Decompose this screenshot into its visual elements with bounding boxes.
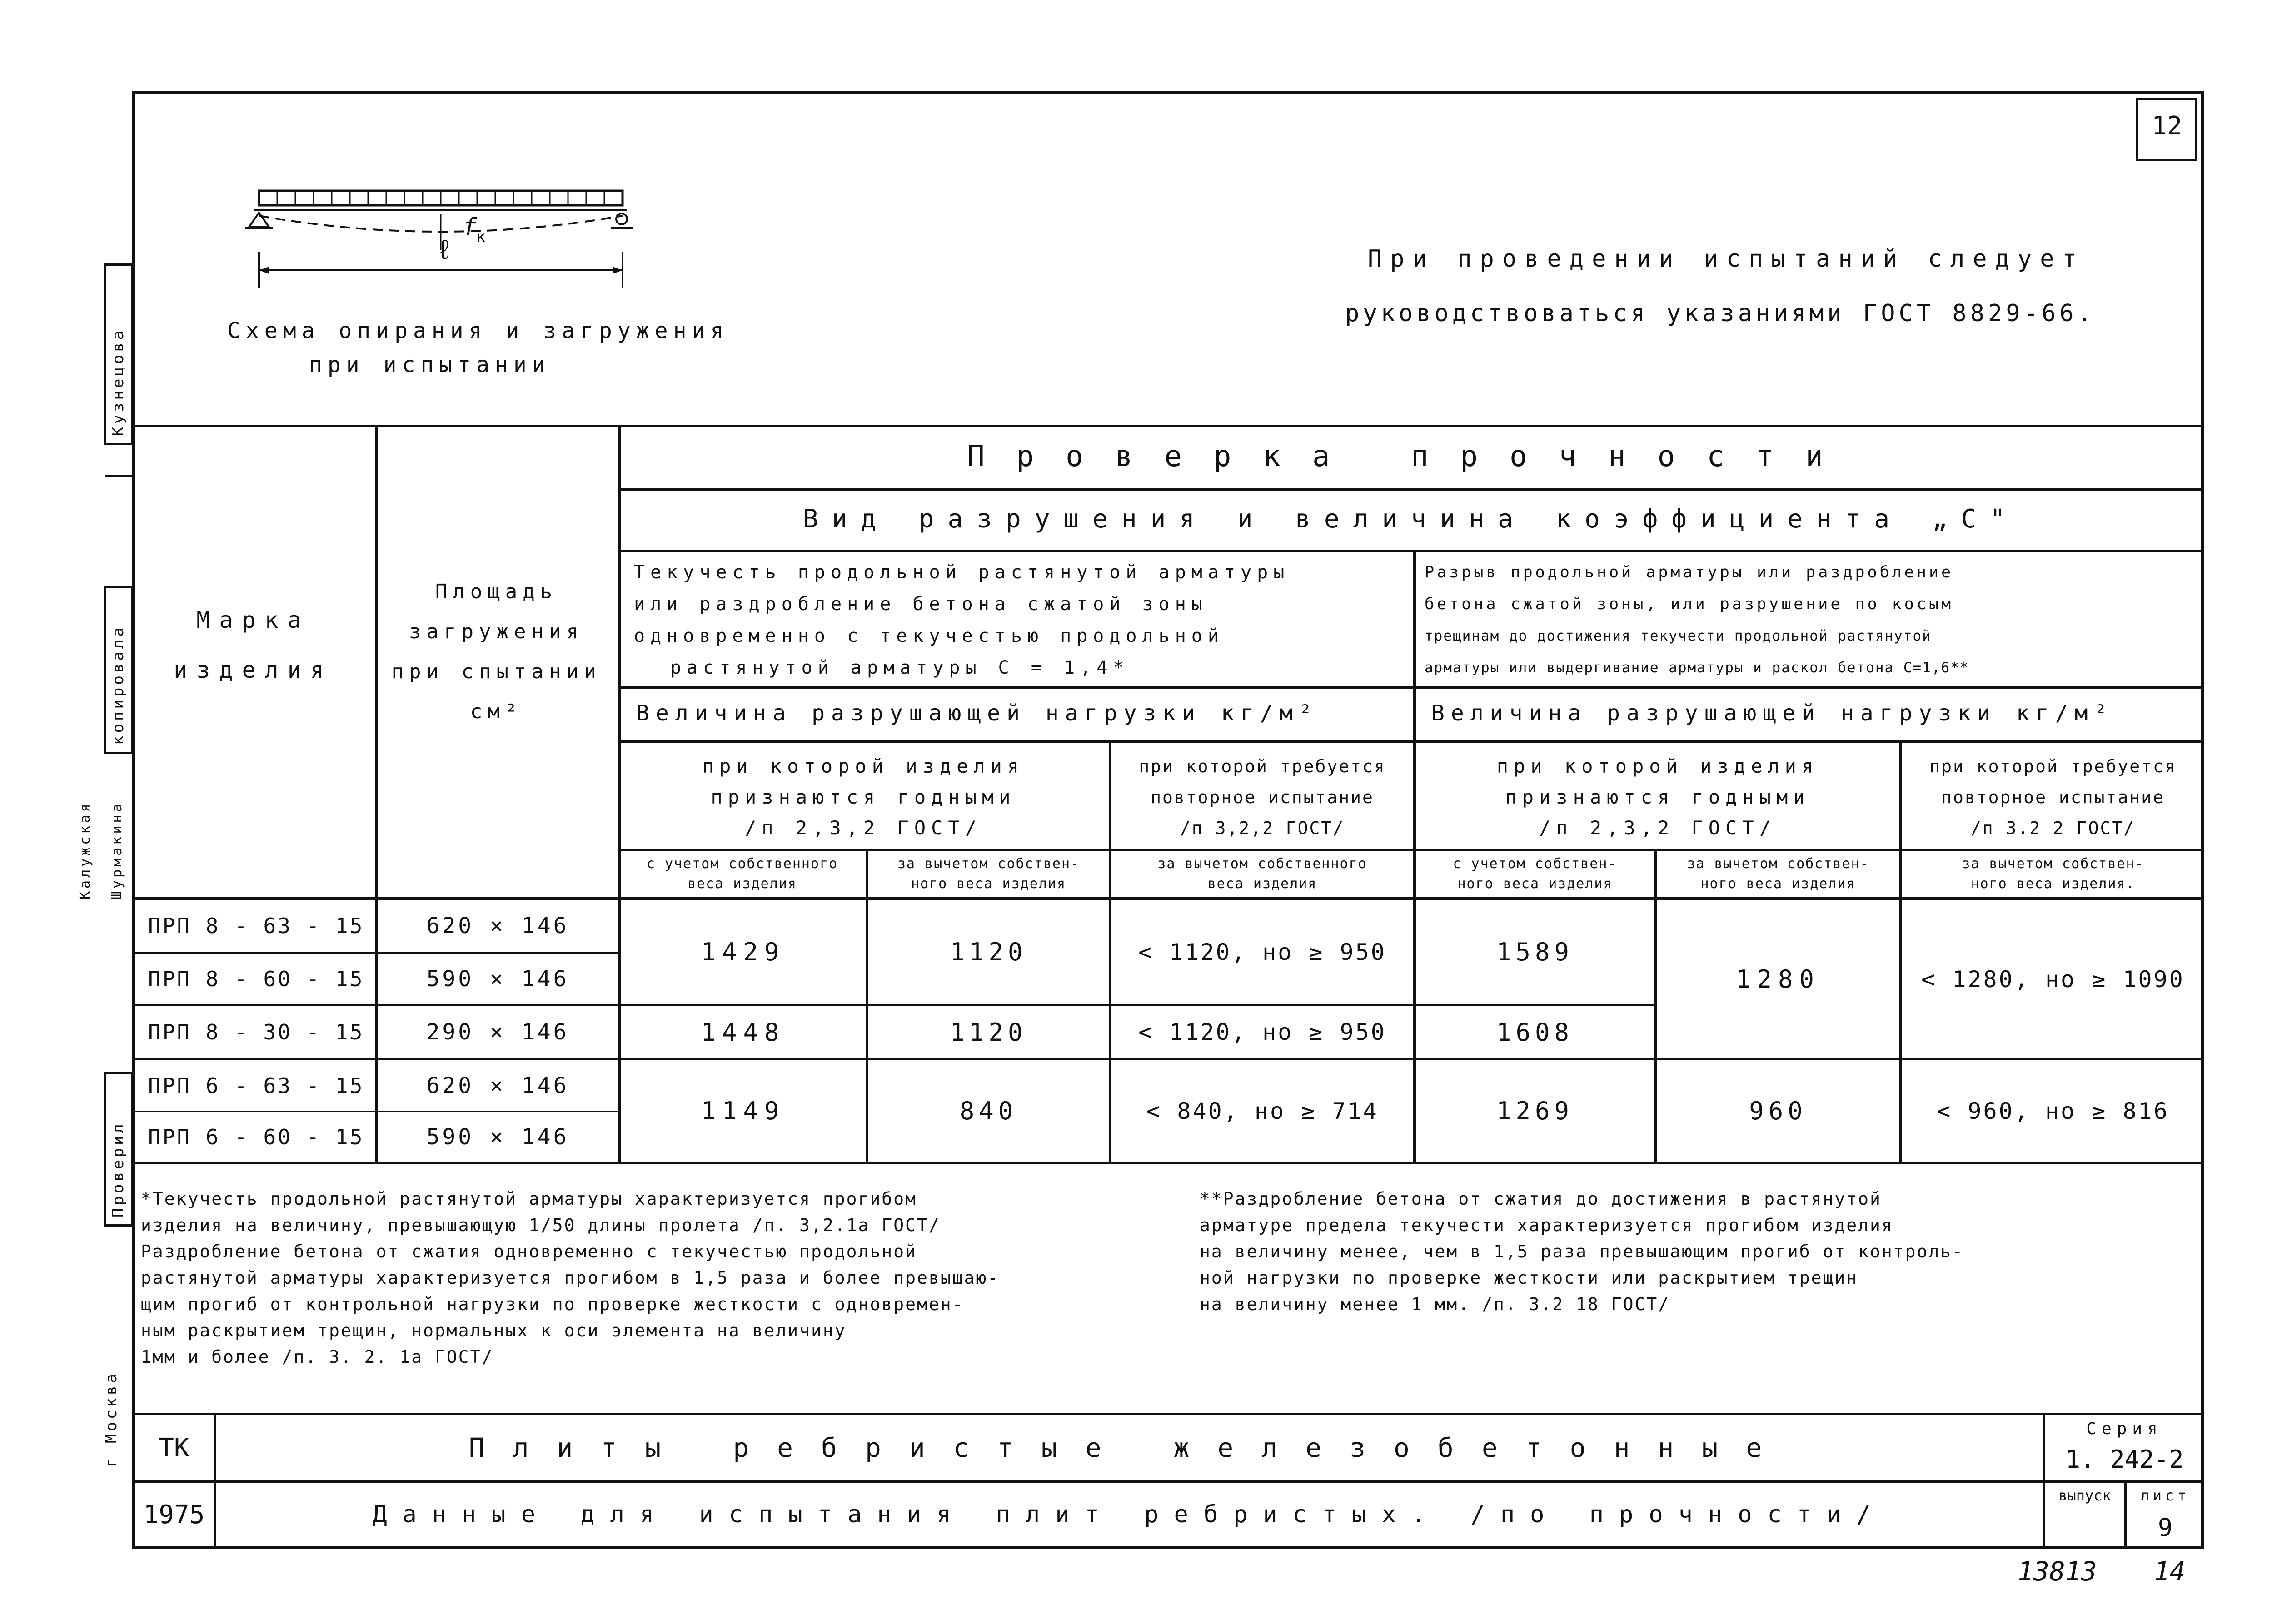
note-left: *Текучесть продольной растянутой арматуры характеризуется прогибом изделия на величину, превышающую 1/50 длины пролета /п. 3,2.1а ГОСТ/ Раздробление бетона от сжатия одновременно с текучестью продольной растянутой арматуры характеризуется прогибом в 1,5 раза и более превышаю- щим прогиб от контрольной нагрузки по проверке жесткости с одновремен- ным раскрытием трещин, нормальных к оси элемента на величину 1мм и более /п. 3. 2. 1а ГОСТ/ — [141, 1189, 1000, 1367]
pin-support-icon — [249, 213, 269, 227]
value-cell: 1280 — [1735, 965, 1821, 993]
sub-fit-b: при которой изделия признаются годными /п 2,3,2 ГОСТ/ — [1496, 755, 1819, 839]
titleblock-title: Плиты ребристые железобетонные — [468, 1432, 1790, 1463]
value-cell: 960 — [1749, 1097, 1807, 1125]
titleblock-subtitle: Данные для испытания плит ребристых. /по прочности/ — [373, 1501, 1886, 1528]
leaf-minus-weight-a: за вычетом собствен- ного веса изделия — [897, 856, 1080, 892]
header-strength-check: Проверка прочности — [967, 440, 1855, 473]
seria-label: Серия — [2086, 1419, 2163, 1438]
scheme-caption-2: при испытании — [309, 352, 551, 377]
value-cell: 1120 — [950, 938, 1027, 966]
value-cell: 1448 — [701, 1018, 786, 1047]
table-row-area: 620 × 146 — [426, 913, 569, 939]
deflection-subscript: к — [476, 228, 486, 246]
leaf-minus-weight-b: за вычетом собствен- ного веса изделия — [1687, 856, 1869, 892]
value-cell: 840 — [959, 1097, 1018, 1125]
archive-number: 13813 — [2018, 1556, 2097, 1587]
value-cell: 1149 — [701, 1097, 786, 1125]
side-label-proveril: Проверил — [109, 1121, 127, 1217]
sub-retest-a: при которой требуется повторное испытание /п 3,2,2 ГОСТ/ — [1139, 756, 1386, 838]
seria-value: 1. 242-2 — [2065, 1445, 2184, 1474]
side-label-kuznetsova: Кузнецова — [109, 328, 127, 436]
instruction-line-1: При проведении испытаний следует — [1368, 245, 2085, 273]
table-row-mark: ПРП 8 - 63 - 15 — [148, 914, 364, 938]
span-label: ℓ — [436, 234, 453, 266]
titleblock-tk: ТК — [159, 1433, 189, 1463]
header-failure-type: Вид разрушения и величина коэффициента „С" — [802, 504, 2019, 534]
side-label-kopirovala: копировала — [109, 625, 127, 745]
sub-fit-a: при которой изделия признаются годными /п 2,3,2 ГОСТ/ — [702, 755, 1025, 839]
table-row-mark: ПРП 6 - 60 - 15 — [148, 1125, 364, 1149]
value-cell: 1269 — [1496, 1097, 1574, 1125]
table-bottom-rule — [132, 1162, 2204, 1164]
value-cell: 1589 — [1496, 938, 1574, 966]
instruction-line-2: руководствоваться указаниями ГОСТ 8829-66. — [1345, 300, 2095, 327]
value-cell: < 1280, но ≥ 1090 — [1921, 966, 2185, 993]
list-label: лист — [2140, 1487, 2190, 1504]
leaf-with-weight-a: с учетом собственного веса изделия — [646, 856, 838, 892]
table-row-area: 290 × 146 — [426, 1019, 569, 1045]
side-rule — [105, 475, 132, 477]
value-cell: 1120 — [950, 1018, 1027, 1047]
scheme-caption-1: Схема опирания и загружения — [227, 318, 729, 343]
side-label-shurmakina: Шурмакина — [109, 801, 125, 899]
vypusk-label: выпуск — [2058, 1487, 2111, 1504]
table-row-area: 590 × 146 — [426, 1124, 569, 1150]
list-value: 9 — [2157, 1513, 2173, 1542]
leaf-with-weight-b: с учетом собствен- ного веса изделия — [1453, 856, 1617, 892]
col-area-header: Площадь загружения при спытании см² — [391, 580, 602, 723]
side-label-kaluzhskaya: Калужская — [77, 801, 93, 899]
side-label-moskva: г Москва — [102, 1371, 120, 1467]
group2-description: Разрыв продольной арматуры или раздробление бетона сжатой зоны, или разрушение по косым трещинам до достижения текучести продольной растянутой арматуры или выдергивание арматуры и раскол бетона С=1,6** — [1425, 563, 1969, 676]
col-mark-header: Марка изделия — [174, 607, 333, 683]
deflection-label: f — [463, 214, 477, 241]
value-cell: 1429 — [701, 938, 786, 966]
page-number: 12 — [2152, 111, 2182, 141]
sub-retest-b: при которой требуется повторное испытание /п 3.2 2 ГОСТ/ — [1929, 756, 2177, 838]
value-cell: 1608 — [1496, 1018, 1574, 1047]
sheet-number: 14 — [2154, 1556, 2186, 1587]
table-row-mark: ПРП 6 - 63 - 15 — [148, 1073, 364, 1098]
leaf-minus-weight-b2: за вычетом собствен- ного веса изделия. — [1962, 856, 2144, 892]
titleblock-year: 1975 — [143, 1500, 205, 1530]
table-row-area: 620 × 146 — [426, 1073, 569, 1098]
value-cell: < 1120, но ≥ 950 — [1138, 939, 1386, 965]
group2-load-header: Величина разрушающей нагрузки кг/м² — [1431, 700, 2114, 726]
value-cell: < 840, но ≥ 714 — [1146, 1098, 1379, 1124]
table-row-mark: ПРП 8 - 30 - 15 — [148, 1020, 364, 1044]
table-row-area: 590 × 146 — [426, 966, 569, 992]
table-row-mark: ПРП 8 - 60 - 15 — [148, 966, 364, 991]
group1-description: Текучесть продольной растянутой арматуры или раздробление бетона сжатой зоны одновременно с текучестью продольной растянутой арматуры С = 1,4* — [634, 562, 1290, 678]
value-cell: < 960, но ≥ 816 — [1937, 1098, 2169, 1124]
leaf-minus-weight-c: за вычетом собственного веса изделия — [1157, 856, 1367, 892]
value-cell: < 1120, но ≥ 950 — [1138, 1019, 1386, 1045]
group1-load-header: Величина разрушающей нагрузки кг/м² — [636, 700, 1319, 726]
note-right: **Раздробление бетона от сжатия до достижения в растянутой арматуре предела текучести характеризуется прогибом изделия на величину менее, чем в 1,5 раза превышающим прогиб от контроль- ной нагрузки по проверке жесткости или раскрытием трещин на величину менее 1 мм. /п. 3.2 18 ГОСТ/ — [1200, 1189, 1964, 1314]
